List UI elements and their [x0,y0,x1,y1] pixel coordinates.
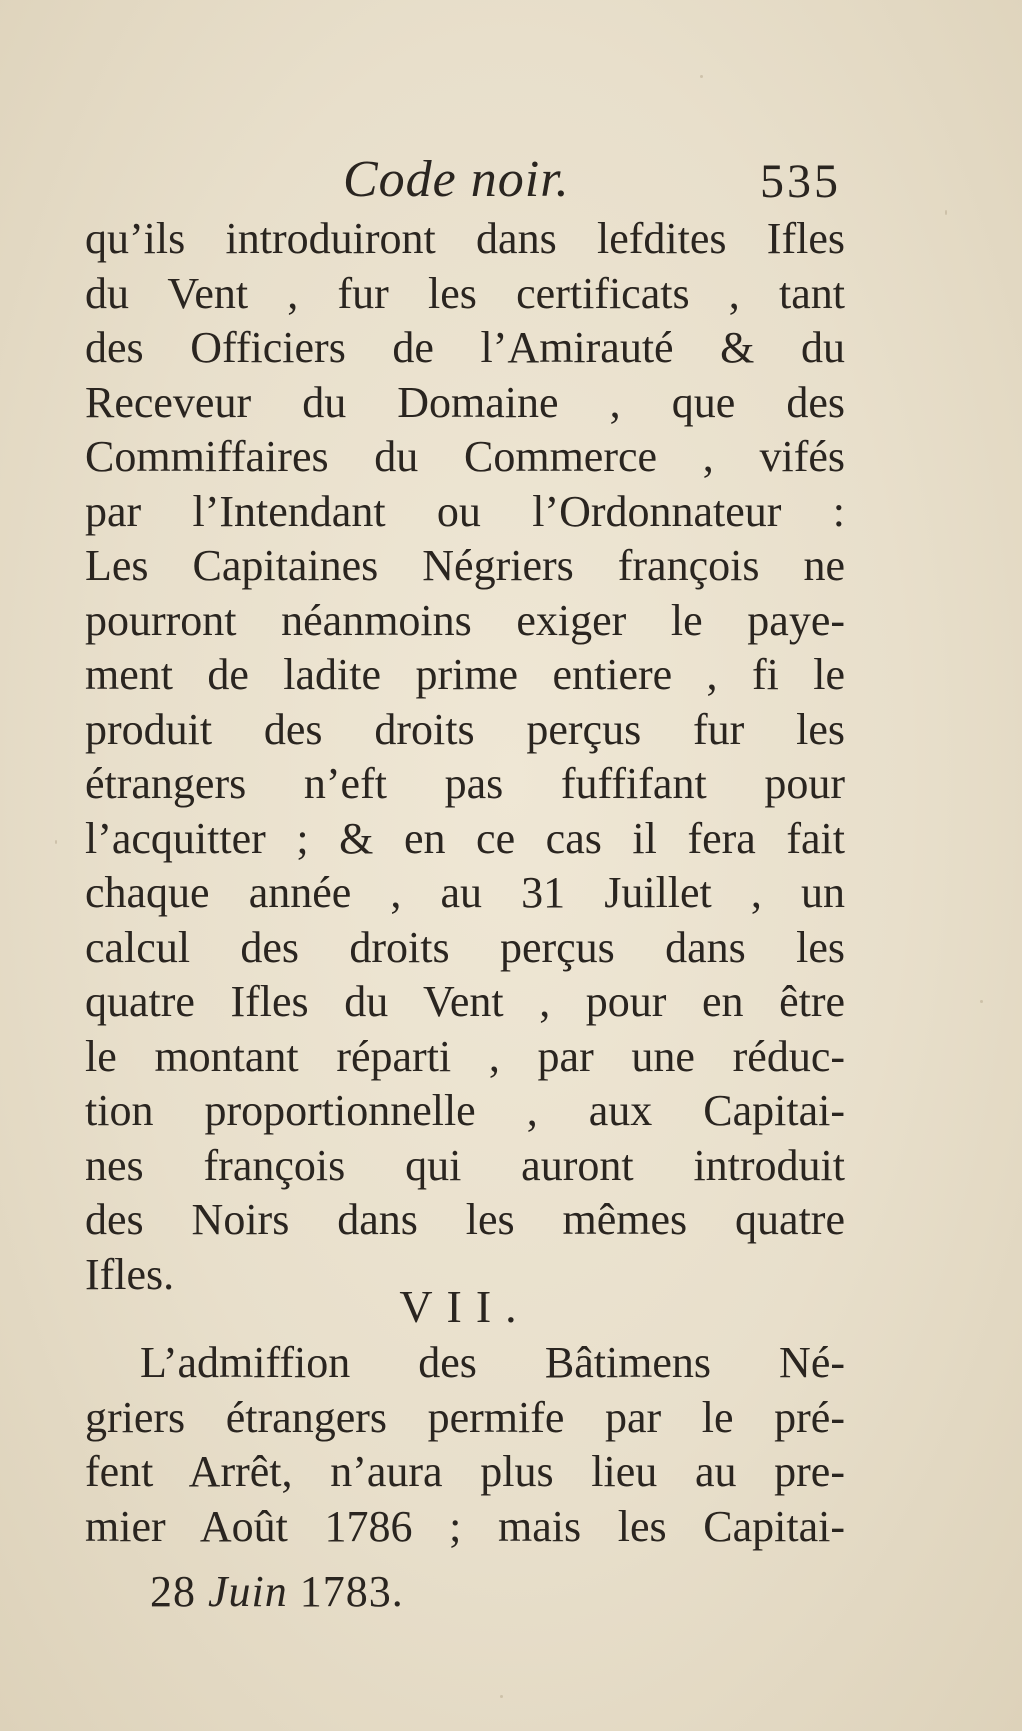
paper-speck [980,1000,983,1003]
text-line: Les Capitaines Négriers françois ne [85,541,845,590]
text-line: des Officiers de l’Amirauté & du [85,323,845,372]
text-line: Commiffaires du Commerce , vifés [85,432,845,481]
text-line: fent Arrêt, n’aura plus lieu au pre- [85,1447,845,1496]
text-line: Ifles. [85,1249,175,1299]
text-line: des Noirs dans les mêmes quatre [85,1195,845,1244]
text-line: qu’ils introduiront dans lefdites Ifles [85,214,845,263]
text-line: le montant réparti , par une réduc- [85,1031,845,1081]
text-line: tion proportionnelle , aux Capitai- [85,1086,845,1135]
running-title: Code noir. [343,151,570,208]
text-line: chaque année , au 31 Juillet , un [85,868,845,917]
text-line: du Vent , fur les certificats , tant [85,268,845,318]
text-line: calcul des droits perçus dans les [85,922,845,972]
text-line: mier Août 1786 ; mais les Capitai- [85,1501,845,1551]
footer-date [150,1566,404,1617]
paper-speck [55,840,57,844]
page-header [85,150,845,220]
paragraph-1 [85,212,845,1302]
text-line: étrangers n’eft pas fuffifant pour [85,759,845,808]
text-line: ment de ladite prime entiere , fi le [85,650,845,699]
text-line: quatre Ifles du Vent , pour en être [85,977,845,1026]
text-line: par l’Intendant ou l’Ordonnateur : [85,486,845,536]
paper-speck [500,1695,503,1698]
paper-speck [945,210,947,215]
text-line: pourront néanmoins exiger le paye- [85,595,845,645]
footer-date-month: Juin [208,1567,288,1616]
text-line: L’admiffion des Bâtimens Né- [140,1338,845,1387]
section-heading: VII. [399,1281,531,1332]
paper-speck [700,75,703,78]
text-line: griers étrangers permife par le pré- [85,1392,845,1442]
paragraph-2 [85,1336,845,1554]
text-line: produit des droits perçus fur les [85,704,845,754]
footer-date-day: 28 [150,1567,196,1616]
text-line: Receveur du Domaine , que des [85,377,845,427]
text-line: l’acquitter ; & en ce cas il fera fait [85,813,845,863]
footer-date-year: 1783. [299,1567,404,1616]
page-number: 535 [760,155,841,208]
text-line: nes françois qui auront introduit [85,1140,845,1190]
